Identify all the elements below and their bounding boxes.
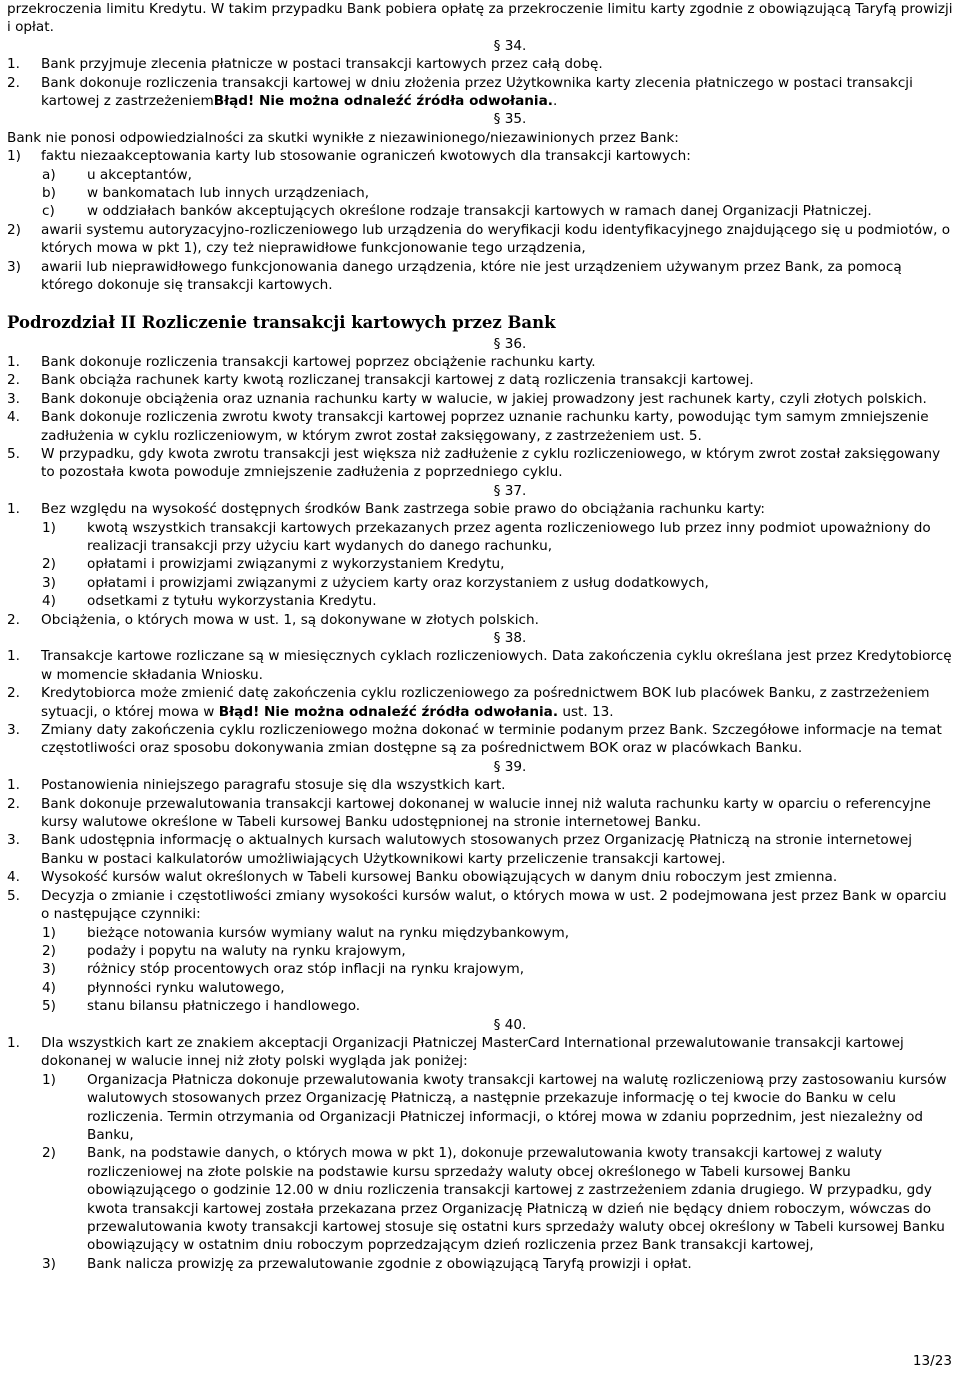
s39-point-3: 3) różnicy stóp procentowych oraz stóp inflacji na rynku krajowym, bbox=[42, 961, 525, 978]
broken-reference: Błąd! Nie można odnaleźć źródła odwołania. bbox=[218, 703, 558, 720]
s39-point-5: 5) stanu bilansu płatniczego i handlowego. bbox=[42, 998, 361, 1015]
s36-item-3: 3. Bank dokonuje obciążenia oraz uznania rachunku karty w walucie, w jakiej prowadzony jest rachunek karty, czyli złotych polskich. bbox=[7, 390, 927, 407]
s39-item-4: 4. Wysokość kursów walut określonych w Tabeli kursowej Banku obowiązujących w danym dniu roboczym jest zmienna. bbox=[7, 869, 838, 886]
s39-point-1: 1) bieżące notowania kursów wymiany walut na rynku międzybankowym, bbox=[42, 924, 570, 941]
section-39-title: § 39. bbox=[493, 758, 527, 775]
broken-reference: Błąd! Nie można odnaleźć źródła odwołania. bbox=[213, 93, 553, 110]
subsection-heading: Podrozdział II Rozliczenie transakcji kartowych przez Bank bbox=[7, 312, 556, 332]
s35-point-2: 2) awarii systemu autoryzacyjno-rozliczeniowego lub urządzenia do weryfikacji kodu identyfikacyjnego znajdującego się u podmiotów, o których mowa w pkt 1), czy też nieprawidłowe funkcjonowanie tego urządzenia, bbox=[7, 221, 951, 257]
section-35-title: § 35. bbox=[493, 111, 527, 128]
page-number: 13/23 bbox=[912, 1352, 952, 1369]
s39-item-2: 2. Bank dokonuje przewalutowania transakcji kartowej dokonanej w walucie innej niż waluta rachunku karty w oparciu o referencyjne kursy walutowe określone w Tabeli kursowej Banku udostępnionej na stronie internetowej Banku. bbox=[7, 795, 931, 831]
s36-item-5: 5. W przypadku, gdy kwota zwrotu transakcji jest większa niż zadłużenie z cyklu rozliczeniowego, w którym zwrot został zaksięgowany to pozostała kwota powoduje zmniejszenie zadłużenia z poprzedniego cyklu. bbox=[7, 445, 941, 481]
s35-point-3: 3) awarii lub nieprawidłowego funkcjonowania danego urządzenia, które nie jest urządzeniem używanym przez Bank, za pomocą którego dokonuje się transakcji kartowych. bbox=[7, 258, 902, 294]
section-38-title: § 38. bbox=[493, 630, 527, 646]
s35-point-1c: c) w oddziałach banków akceptujących określone rodzaje transakcji kartowych w ramach danej Organizacji Płatniczej. bbox=[42, 203, 872, 220]
top-continuation: przekroczenia limitu Kredytu. W takim przypadku Bank pobiera opłatę za przekroczenie limitu karty zgodnie z obowiązującą Taryfą prowizji i opłat. bbox=[7, 1, 953, 36]
section-34-title: § 34. bbox=[493, 37, 527, 54]
s38-item-3: 3. Zmiany daty zakończenia cyklu rozliczeniowego można dokonać w terminie podanym przez Bank. Szczegółowe informacje na temat częstotliwości oraz sposobu dokonywania zmian dostępne są za pośrednictwem BOK oraz w placówkach Banku. bbox=[7, 722, 942, 757]
s40-point-1: 1) Organizacja Płatnicza dokonuje przewalutowania kwoty transakcji kartowej na walutę rozliczeniową przy zastosowaniu kursów walutowych stosowanych przez Organizację Płatniczą, a następnie przekazuje informację o tej kwocie do Banku w celu rozliczenia. Termin otrzymania od Organizacji Płatniczej informacji, o której mowa w zdaniu poprzednim, jest niezależny od Banku, bbox=[42, 1071, 947, 1143]
s35-intro: Bank nie ponosi odpowiedzialności za skutki wynikłe z niezawinionego/niezawinionych przez Bank: bbox=[7, 129, 679, 146]
document-page bbox=[7, 0, 953, 1273]
section-36-title: § 36. bbox=[493, 335, 527, 352]
s39-item-5: 5. Decyzja o zmianie i częstotliwości zmiany wysokości kursów walut, o których mowa w ust. 2 podejmowana jest przez Bank w oparciu o następujące czynniki: bbox=[7, 887, 947, 923]
s34-item-1: 1. Bank przyjmuje zlecenia płatnicze w postaci transakcji kartowych przez całą dobę. bbox=[7, 56, 603, 73]
s37-point-4: 4) odsetkami z tytułu wykorzystania Kredytu. bbox=[42, 593, 377, 610]
s37-point-2: 2) opłatami i prowizjami związanymi z wykorzystaniem Kredytu, bbox=[42, 556, 505, 573]
s37-item-2: 2. Obciążenia, o których mowa w ust. 1, są dokonywane w złotych polskich. bbox=[7, 611, 539, 628]
s38-item-1: 1. Transakcje kartowe rozliczane są w miesięcznych cyklach rozliczeniowych. Data zakończenia cyklu określana jest przez Kredytobiorcę w momencie składania Wniosku. bbox=[7, 648, 952, 683]
section-37-title: § 37. bbox=[493, 482, 527, 499]
s36-item-2: 2. Bank obciąża rachunek karty kwotą rozliczanej transakcji kartowej z datą rozliczenia transakcji kartowej. bbox=[7, 372, 754, 389]
s34-item-2: 2. Bank dokonuje rozliczenia transakcji kartowej w dniu złożenia przez Użytkownika karty zlecenia płatniczego w postaci transakcji kartowej z zastrzeżeniemBłąd! Nie można odnaleźć źródła odwołania.. bbox=[7, 74, 913, 110]
s40-point-3: 3) Bank nalicza prowizję za przewalutowanie zgodnie z obowiązującą Taryfą prowizji i opłat. bbox=[42, 1255, 692, 1272]
s35-point-1a: a) u akceptantów, bbox=[42, 166, 192, 183]
s35-point-1b: b) w bankomatach lub innych urządzeniach, bbox=[42, 185, 370, 202]
s36-item-4: 4. Bank dokonuje rozliczenia zwrotu kwoty transakcji kartowej poprzez uznanie rachunku karty, powodując tym samym zmniejszenie zadłużenia w cyklu rozliczeniowym, w którym zwrot został zaksięgowany, z zastrzeżeniem ust. 5. bbox=[7, 409, 929, 444]
s39-item-3: 3. Bank udostępnia informację o aktualnych kursach walutowych stosowanych przez Organizację Płatniczą na stronie internetowej Banku w postaci kalkulatorów umożliwiających Użytkownikowi karty przeliczenie transakcji kartowej. bbox=[7, 832, 913, 867]
s40-item-1: 1. Dla wszystkich kart ze znakiem akceptacji Organizacji Płatniczej MasterCard International przewalutowanie transakcji kartowej dokonanej w walucie innej niż złoty polski wygląda jak poniżej: bbox=[7, 1034, 904, 1070]
s36-item-1: 1. Bank dokonuje rozliczenia transakcji kartowej poprzez obciążenie rachunku karty. bbox=[7, 353, 596, 370]
s40-point-2: 2) Bank, na podstawie danych, o których mowa w pkt 1), dokonuje przewalutowania kwoty transakcji kartowej z waluty rozliczeniowej na złote polskie na podstawie kursu sprzedaży waluty obcej określonego w Tabeli kursowej Banku obowiązującego o godzinie 12.00 w dniu rozliczenia transakcji kartowej z zastrzeżeniem zdania drugiego. W przypadku, gdy kwota transakcji kartowej została przekazana przez Organizację Płatniczą w dzień nie będący dniem roboczym, wówczas do przewalutowania kwoty transakcji kartowej stosuje się ostatni kurs sprzedaży waluty obcej określony w Tabeli kursowej Banku obowiązujący w ostatnim dniu roboczym poprzedzającym dzień rozliczenia przez Bank transakcji kartowej, bbox=[42, 1145, 945, 1254]
s37-point-3: 3) opłatami i prowizjami związanymi z użyciem karty oraz korzystaniem z usług dodatkowych, bbox=[42, 574, 709, 591]
s39-item-1: 1. Postanowienia niniejszego paragrafu stosuje się dla wszystkich kart. bbox=[7, 777, 506, 794]
s35-point-1: 1) faktu niezaakceptowania karty lub stosowanie ograniczeń kwotowych dla transakcji kartowych: bbox=[7, 148, 691, 165]
s37-point-1: 1) kwotą wszystkich transakcji kartowych przekazanych przez agenta rozliczeniowego lub przez inny podmiot upoważniony do realizacji transakcji przy użyciu kart wydanych do danego rachunku, bbox=[42, 519, 931, 554]
s39-point-2: 2) podaży i popytu na waluty na rynku krajowym, bbox=[42, 942, 406, 959]
s39-point-4: 4) płynności rynku walutowego, bbox=[42, 979, 285, 996]
s38-item-2: 2. Kredytobiorca może zmienić datę zakończenia cyklu rozliczeniowego za pośrednictwem BOK lub placówek Banku, z zastrzeżeniem sytuacji, o której mowa w Błąd! Nie można odnaleźć źródła odwołania. ust. 13. bbox=[7, 685, 930, 720]
section-40-title: § 40. bbox=[493, 1016, 527, 1033]
s37-item-1: 1. Bez względu na wysokość dostępnych środków Bank zastrzega sobie prawo do obciążania rachunku karty: bbox=[7, 501, 765, 518]
